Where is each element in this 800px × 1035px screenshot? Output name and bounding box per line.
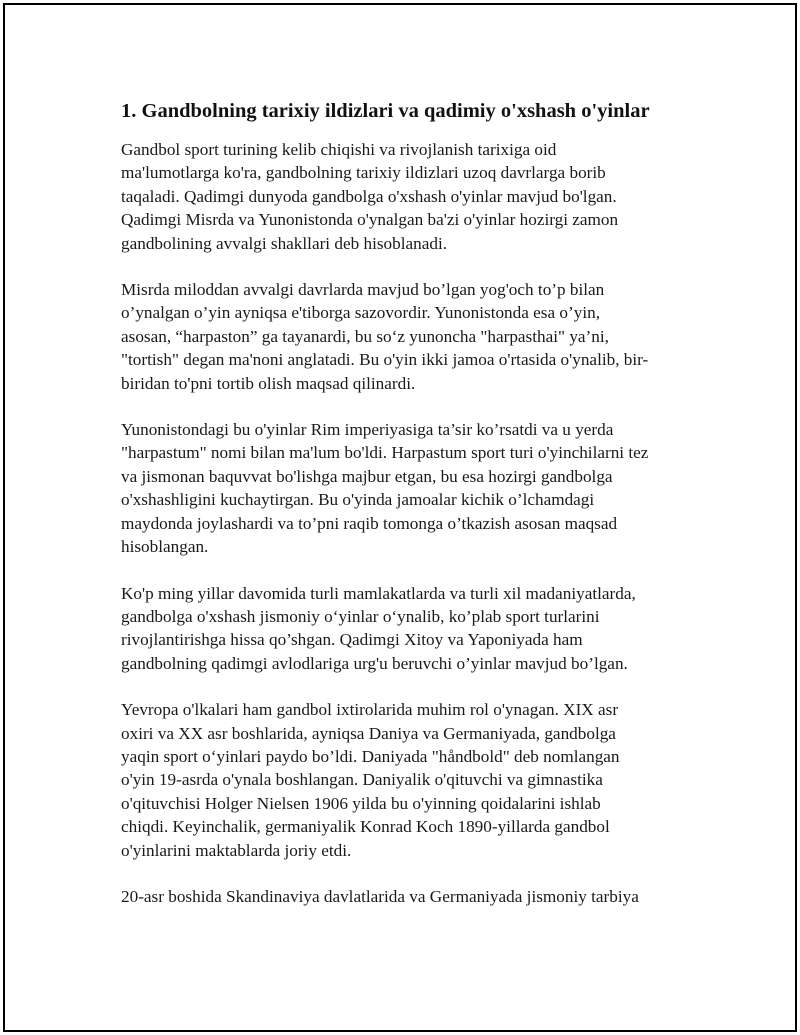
paragraph-1: [121, 138, 681, 255]
text-line: rivojlantirishga hissa qo’shgan. Qadimgi Xitoy va Yaponiyada ham: [121, 630, 583, 650]
paragraph-6: [121, 885, 681, 908]
document-page: [3, 3, 797, 1032]
text-line: va jismonan baquvvat bo'lishga majbur etgan, bu esa hozirgi gandbolga: [121, 466, 613, 486]
text-line: gandbolning qadimgi avlodlariga urg'u beruvchi o’yinlar mavjud bo’lgan.: [121, 653, 628, 673]
text-line: maydonda joylashardi va to’pni raqib tomonga o’tkazish asosan maqsad: [121, 513, 618, 533]
paragraph-3: [121, 418, 681, 558]
text-line: o'yinlarini maktablarda joriy etdi.: [121, 840, 352, 860]
text-line: Qadimgi Misrda va Yunonistonda o'ynalgan ba'zi o'yinlar hozirgi zamon: [121, 210, 619, 230]
text-line: Gandbol sport turining kelib chiqishi va rivojlanish tarixiga oid: [121, 140, 557, 159]
text-line: hisoblangan.: [121, 537, 209, 557]
text-line: Ko'p ming yillar davomida turli mamlakatlarda va turli xil madaniyatlarda,: [121, 583, 636, 603]
section-heading: 1. Gandbolning tarixiy ildizlari va qadimiy o'xshash o'yinlar: [121, 100, 650, 122]
text-line: oxiri va XX asr boshlarida, ayniqsa Daniya va Germaniyada, gandbolga: [121, 723, 616, 743]
text-line: gandbolga o'xshash jismoniy o‘yinlar o‘ynalib, ko’plab sport turlarini: [121, 606, 600, 626]
text-line: "harpastum" nomi bilan ma'lum bo'ldi. Harpastum sport turi o'yinchilarni tez: [121, 443, 649, 463]
text-line: biridan to'pni tortib olish maqsad qilinardi.: [121, 373, 416, 393]
text-line: o’ynalgan o’yin ayniqsa e'tiborga sazovordir. Yunonistonda esa o’yin,: [121, 303, 600, 323]
text-line: o'yin 19-asrda o'ynala boshlangan. Daniyalik o'qituvchi va gimnastika: [121, 770, 603, 790]
text-line: 20-asr boshida Skandinaviya davlatlarida va Germaniyada jismoniy tarbiya: [121, 886, 639, 906]
text-line: o'xshashligini kuchaytirgan. Bu o'yinda jamoalar kichik o’lchamdagi: [121, 490, 595, 510]
paragraph-4: [121, 582, 681, 676]
text-line: Yevropa o'lkalari ham gandbol ixtirolarida muhim rol o'ynagan. XIX asr: [121, 700, 619, 720]
text-line: "tortish" degan ma'noni anglatadi. Bu o'yin ikki jamoa o'rtasida o'ynalib, bir-: [121, 350, 649, 370]
text-line: chiqdi. Keyinchalik, germaniyalik Konrad Koch 1890-yillarda gandbol: [121, 817, 610, 837]
text-line: Yunonistondagi bu o'yinlar Rim imperiyasiga ta’sir ko’rsatdi va u yerda: [121, 420, 614, 440]
text-line: Misrda miloddan avvalgi davrlarda mavjud bo’lgan yog'och to’p bilan: [121, 280, 605, 300]
paragraph-2: [121, 278, 681, 395]
document-content: [121, 97, 681, 931]
text-line: gandbolining avvalgi shakllari deb hisoblanadi.: [121, 233, 448, 253]
text-line: o'qituvchisi Holger Nielsen 1906 yilda bu o'yinning qoidalarini ishlab: [121, 793, 601, 813]
text-line: taqaladi. Qadimgi dunyoda gandbolga o'xshash o'yinlar mavjud bo'lgan.: [121, 186, 617, 206]
text-line: ma'lumotlarga ko'ra, gandbolning tarixiy ildizlari uzoq davrlarga borib: [121, 163, 606, 183]
text-line: asosan, “harpaston” ga tayanardi, bu so‘z yunoncha "harpasthai" ya’ni,: [121, 326, 609, 346]
paragraph-5: [121, 698, 681, 862]
text-line: yaqin sport o‘yinlari paydo bo’ldi. Daniyada "håndbold" deb nomlangan: [121, 746, 620, 766]
